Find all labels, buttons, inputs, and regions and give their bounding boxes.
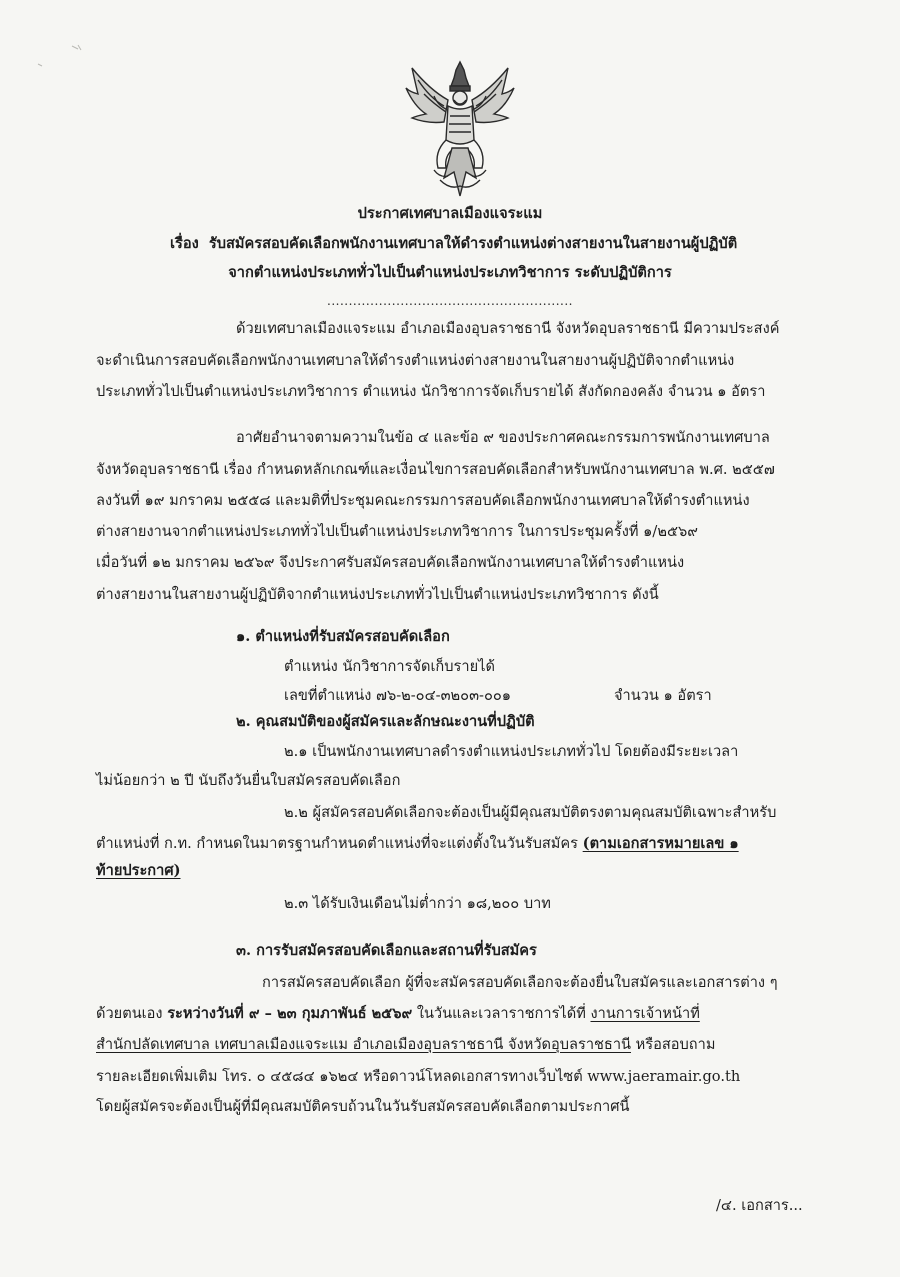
apply-line-2 bbox=[96, 1004, 700, 1024]
apply-text-inquire: หรือสอบถาม bbox=[635, 1036, 716, 1053]
section1-heading: ๑. ตำแหน่งที่รับสมัครสอบคัดเลือก bbox=[236, 628, 450, 645]
qual-2-2-line-1: ๒.๒ ผู้สมัครสอบคัดเลือกจะต้องเป็นผู้มีคุณสมบัติตรงตามคุณสมบัติเฉพาะสำหรับ bbox=[284, 804, 777, 821]
authority-line-2: จังหวัดอุบลราชธานี เรื่อง กำหนดหลักเกณฑ์และเงื่อนไขการสอบคัดเลือกสำหรับพนักงานเทศบาล พ.ศ. ๒๕๕๗ bbox=[96, 461, 775, 478]
authority-line-3: ลงวันที่ ๑๙ มกราคม ๒๕๕๘ และมติที่ประชุมคณะกรรมการสอบคัดเลือกพนักงานเทศบาลให้ดำรงตำแหน่ง bbox=[96, 492, 750, 509]
apply-line-4: รายละเอียดเพิ่มเติม โทร. ๐ ๔๕๘๔ ๑๖๒๔ หรือดาวน์โหลดเอกสารทางเว็บไซต์ www.jaeramair.go.th bbox=[96, 1068, 741, 1085]
subject-label: เรื่อง bbox=[170, 235, 199, 252]
apply-line-5: โดยผู้สมัครจะต้องเป็นผู้ที่มีคุณสมบัติครบถ้วนในวันรับสมัครสอบคัดเลือกตามประกาศนี้ bbox=[96, 1098, 630, 1115]
apply-office-link[interactable]: งานการเจ้าหน้าที่ bbox=[590, 1005, 700, 1022]
apply-location-link[interactable]: สำนักปลัดเทศบาล เทศบาลเมืองแจระแม อำเภอเมืองอุบลราชธานี จังหวัดอุบลราชธานี bbox=[96, 1036, 631, 1053]
apply-line-3 bbox=[96, 1035, 715, 1055]
authority-line-1: อาศัยอำนาจตามความในข้อ ๔ และข้อ ๙ ของประกาศคณะกรรมการพนักงานเทศบาล bbox=[236, 429, 770, 446]
stain-mark bbox=[28, 44, 108, 84]
qual-2-2-text: ตำแหน่งที่ ก.ท. กำหนดในมาตรฐานกำหนดตำแหน่งที่จะแต่งตั้งในวันรับสมัคร bbox=[96, 835, 579, 852]
agency-title: ประกาศเทศบาลเมืองแจระแม bbox=[357, 205, 543, 222]
separator-dots: ......................................................... bbox=[327, 294, 573, 308]
intro-line-1: ด้วยเทศบาลเมืองแจระแม อำเภอเมืองอุบลราชธานี จังหวัดอุบลราชธานี มีความประสงค์ bbox=[236, 320, 780, 337]
intro-line-2: จะดำเนินการสอบคัดเลือกพนักงานเทศบาลให้ดำรงตำแหน่งต่างสายงานในสายงานผู้ปฏิบัติจากตำแหน่ง bbox=[96, 352, 735, 369]
subject-line-1 bbox=[170, 234, 737, 254]
authority-line-4: ต่างสายงานจากตำแหน่งประเภททั่วไปเป็นตำแหน่งประเภทวิชาการ ในการประชุมครั้งที่ ๑/๒๕๖๙ bbox=[96, 523, 698, 540]
apply-text-a: ด้วยตนเอง bbox=[96, 1005, 163, 1022]
qual-2-3: ๒.๓ ได้รับเงินเดือนไม่ต่ำกว่า ๑๘,๒๐๐ บาท bbox=[284, 895, 551, 912]
subject-line-2: จากตำแหน่งประเภททั่วไปเป็นตำแหน่งประเภทวิชาการ ระดับปฏิบัติการ bbox=[228, 264, 672, 281]
attachment-ref-link-cont[interactable]: ท้ายประกาศ) bbox=[96, 862, 181, 879]
continued-note: /๔. เอกสาร... bbox=[716, 1197, 803, 1214]
intro-line-3: ประเภททั่วไปเป็นตำแหน่งประเภทวิชาการ ตำแหน่ง นักวิชาการจัดเก็บรายได้ สังกัดกองคลัง จำนวน ๑ อัตรา bbox=[96, 383, 766, 400]
section2-heading: ๒. คุณสมบัติของผู้สมัครและลักษณะงานที่ปฏิบัติ bbox=[236, 713, 535, 730]
qual-2-1-line-2: ไม่น้อยกว่า ๒ ปี นับถึงวันยื่นใบสมัครสอบคัดเลือก bbox=[96, 772, 401, 789]
qual-2-2-line-2 bbox=[96, 834, 739, 854]
qual-2-1-line-1: ๒.๑ เป็นพนักงานเทศบาลดำรงตำแหน่งประเภททั่วไป โดยต้องมีระยะเวลา bbox=[284, 743, 739, 760]
apply-line-1: การสมัครสอบคัดเลือก ผู้ที่จะสมัครสอบคัดเลือกจะต้องยื่นใบสมัครและเอกสารต่าง ๆ bbox=[262, 974, 778, 991]
subject-text-1: รับสมัครสอบคัดเลือกพนักงานเทศบาลให้ดำรงตำแหน่งต่างสายงานในสายงานผู้ปฏิบัติ bbox=[208, 235, 738, 252]
apply-text-c: ในวันและเวลาราชการได้ที่ bbox=[416, 1005, 586, 1022]
position-number: เลขที่ตำแหน่ง ๗๖-๒-๐๔-๓๒๐๓-๐๐๑ bbox=[284, 687, 512, 704]
attachment-ref-link[interactable]: (ตามเอกสารหมายเลข ๑ bbox=[582, 835, 739, 852]
garuda-emblem-icon bbox=[404, 60, 516, 202]
authority-line-5: เมื่อวันที่ ๑๒ มกราคม ๒๕๖๙ จึงประกาศรับสมัครสอบคัดเลือกพนักงานเทศบาลให้ดำรงตำแหน่ง bbox=[96, 554, 685, 571]
authority-line-6: ต่างสายงานในสายงานผู้ปฏิบัติจากตำแหน่งประเภททั่วไปเป็นตำแหน่งประเภทวิชาการ ดังนี้ bbox=[96, 586, 659, 603]
section3-heading: ๓. การรับสมัครสอบคัดเลือกและสถานที่รับสมัคร bbox=[236, 942, 537, 959]
position-count: จำนวน ๑ อัตรา bbox=[614, 687, 712, 704]
position-name: ตำแหน่ง นักวิชาการจัดเก็บรายได้ bbox=[284, 658, 495, 675]
apply-dates: ระหว่างวันที่ ๙ – ๒๓ กุมภาพันธ์ ๒๕๖๙ bbox=[167, 1005, 413, 1022]
